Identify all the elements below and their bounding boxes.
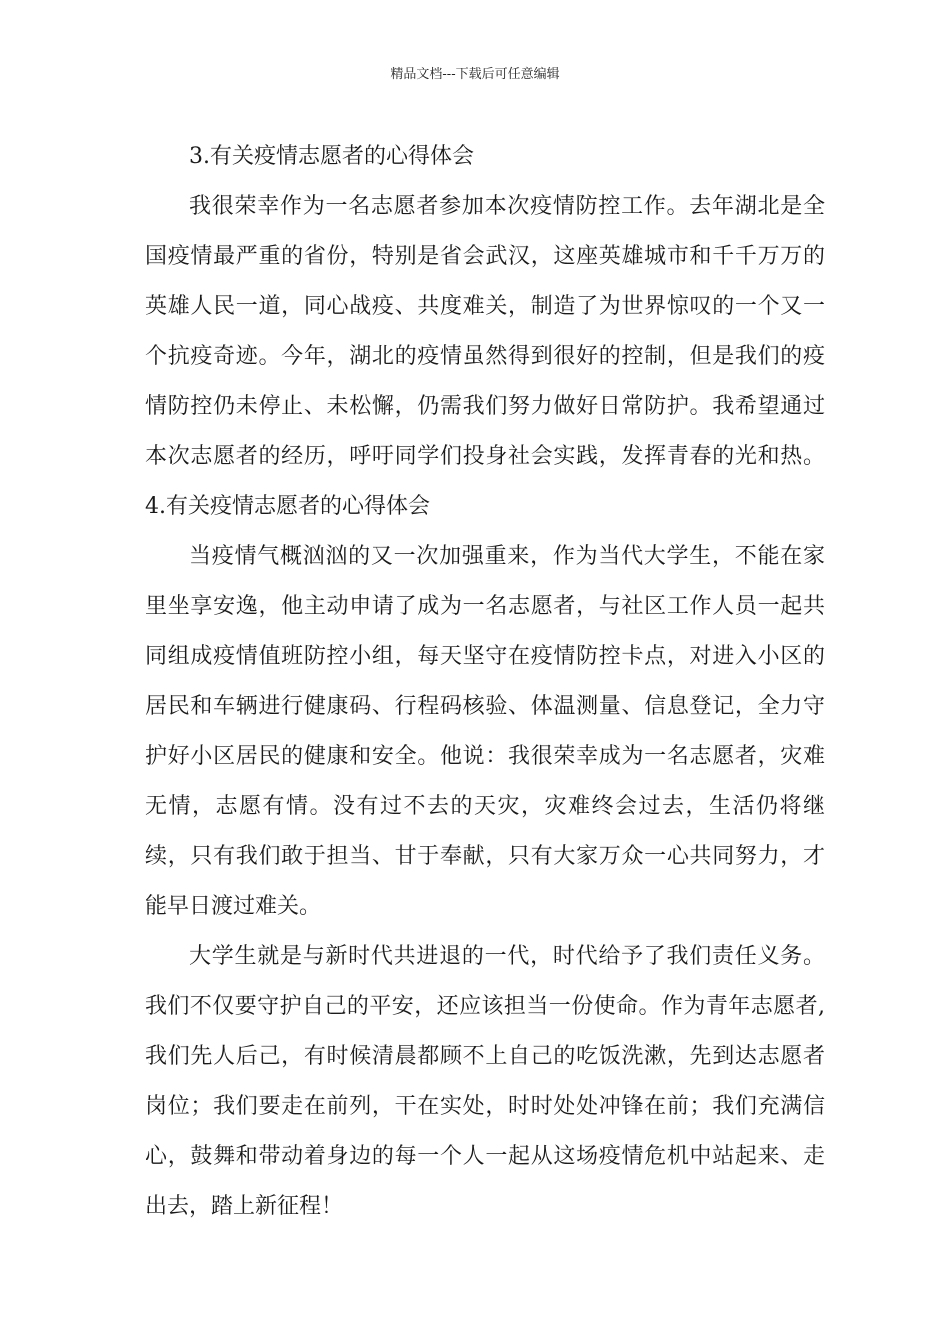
paragraph-2: 当疫情气概汹汹的又一次加强重来，作为当代大学生，不能在家里坐享安逸，他主动申请了成为一名志愿者，与社区工作人员一起共同组成疫情值班防控小组，每天坚守在疫情防控卡点，对进入小区的居民和车辆进行健康码、行程码核验、体温测量、信息登记，全力守护好小区居民的健康和安全。他说：我很荣幸成为一名志愿者，灾难无情，志愿有情。没有过不去的天灾，灾难终会过去，生活仍将继续，只有我们敢于担当、甘于奉献，只有大家万众一心共同努力，才能早日渡过难关。 <box>145 544 825 919</box>
paragraph-1: 我很荣幸作为一名志愿者参加本次疫情防控工作。去年湖北是全国疫情最严重的省份，特别是省会武汉，这座英雄城市和千千万万的英雄人民一道，同心战疫、共度难关，制造了为世界惊叹的一个又一个抗疫奇迹。今年，湖北的疫情虽然得到很好的控制，但是我们的疫情防控仍未停止、未松懈，仍需我们努力做好日常防护。我希望通过本次志愿者的经历，呼吁同学们投身社会实践，发挥青春的光和热。4.有关疫情志愿者的心得体会 <box>145 194 825 519</box>
document-body <box>145 132 825 1232</box>
section-heading: 3.有关疫情志愿者的心得体会 <box>189 144 474 169</box>
paragraph-3: 大学生就是与新时代共进退的一代，时代给予了我们责任义务。我们不仅要守护自己的平安，还应该担当一份使命。作为青年志愿者,我们先人后己，有时候清晨都顾不上自己的吃饭洗漱，先到达志愿者岗位；我们要走在前列，干在实处，时时处处冲锋在前；我们充满信心，鼓舞和带动着身边的每一个人一起从这场疫情危机中站起来、走出去，踏上新征程！ <box>145 944 825 1219</box>
page-header: 精品文档---下载后可任意编辑 <box>390 67 560 82</box>
